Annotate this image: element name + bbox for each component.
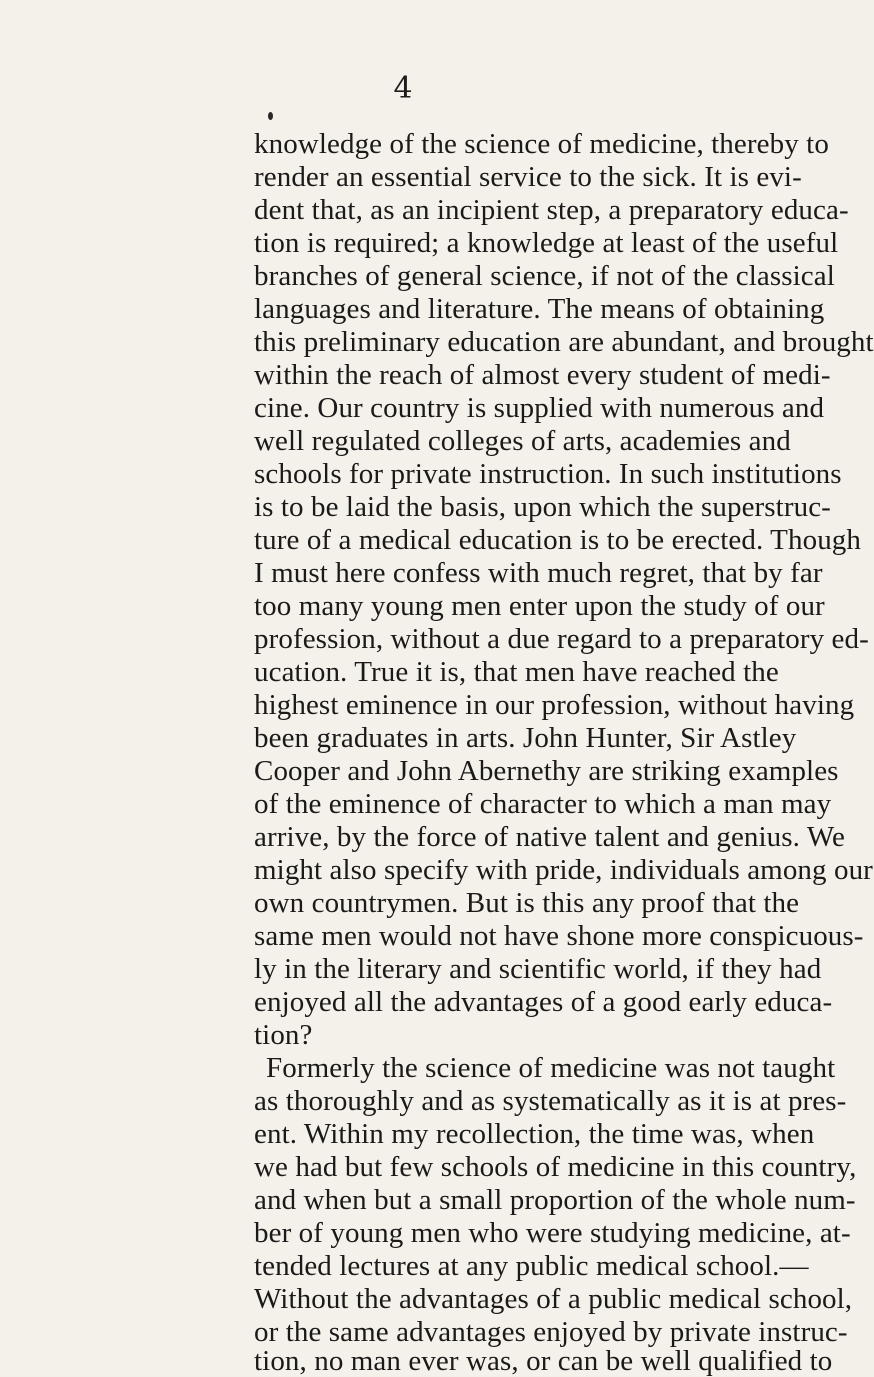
text-line-32: we had but few schools of medicine in this country,	[254, 1151, 857, 1183]
text-line-24: own countrymen. But is this any proof that the	[254, 887, 800, 919]
text-line-15: too many young men enter upon the study of our	[254, 590, 825, 622]
text-line-8: within the reach of almost every student of medi-	[254, 359, 831, 391]
text-line-9: cine. Our country is supplied with numerous and	[254, 392, 825, 424]
text-line-26: ly in the literary and scientific world, if they had	[254, 953, 822, 985]
text-line-36: Without the advantages of a public medical school,	[254, 1283, 853, 1315]
text-line-33: and when but a small proportion of the whole num-	[254, 1184, 856, 1216]
text-line-17: ucation. True it is, that men have reached the	[254, 656, 779, 688]
text-line-23: might also specify with pride, individuals among our	[254, 854, 873, 886]
text-line-28: tion?	[254, 1019, 313, 1051]
text-line-7: this preliminary education are abundant, and brought	[254, 326, 874, 358]
text-line-6: languages and literature. The means of obtaining	[254, 293, 825, 325]
text-line-35: tended lectures at any public medical school.—	[254, 1250, 809, 1282]
text-line-34: ber of young men who were studying medicine, at-	[254, 1217, 851, 1249]
text-line-37: or the same advantages enjoyed by private instruc-	[254, 1316, 848, 1348]
text-line-4: tion is required; a knowledge at least of the useful	[254, 227, 839, 259]
text-line-30: as thoroughly and as systematically as it is at pres-	[254, 1085, 847, 1117]
text-line-10: well regulated colleges of arts, academies and	[254, 425, 791, 457]
text-line-16: profession, without a due regard to a preparatory ed-	[254, 623, 869, 655]
text-line-31: ent. Within my recollection, the time was, when	[254, 1118, 815, 1150]
text-line-22: arrive, by the force of native talent and genius. We	[254, 821, 845, 853]
text-line-14: I must here confess with much regret, that by far	[254, 557, 823, 589]
page-number: 4	[393, 71, 413, 106]
text-line-12: is to be laid the basis, upon which the superstruc-	[254, 491, 831, 523]
text-line-29: Formerly the science of medicine was not taught	[266, 1052, 836, 1084]
text-line-19: been graduates in arts. John Hunter, Sir Astley	[254, 722, 797, 754]
text-line-21: of the eminence of character to which a man may	[254, 788, 832, 820]
ink-speck	[268, 112, 273, 120]
text-line-18: highest eminence in our profession, without having	[254, 689, 855, 721]
text-line-27: enjoyed all the advantages of a good early educa-	[254, 986, 833, 1018]
text-line-20: Cooper and John Abernethy are striking examples	[254, 755, 839, 787]
text-line-38: tion, no man ever was, or can be well qualified to	[254, 1345, 833, 1377]
text-line-1: knowledge of the science of medicine, thereby to	[254, 128, 829, 160]
text-line-25: same men would not have shone more conspicuous-	[254, 920, 864, 952]
text-line-5: branches of general science, if not of the classical	[254, 260, 835, 292]
text-line-11: schools for private instruction. In such institutions	[254, 458, 842, 490]
text-line-3: dent that, as an incipient step, a preparatory educa-	[254, 194, 849, 226]
text-line-2: render an essential service to the sick. It is evi-	[254, 161, 802, 193]
text-line-13: ture of a medical education is to be erected. Though	[254, 524, 861, 556]
